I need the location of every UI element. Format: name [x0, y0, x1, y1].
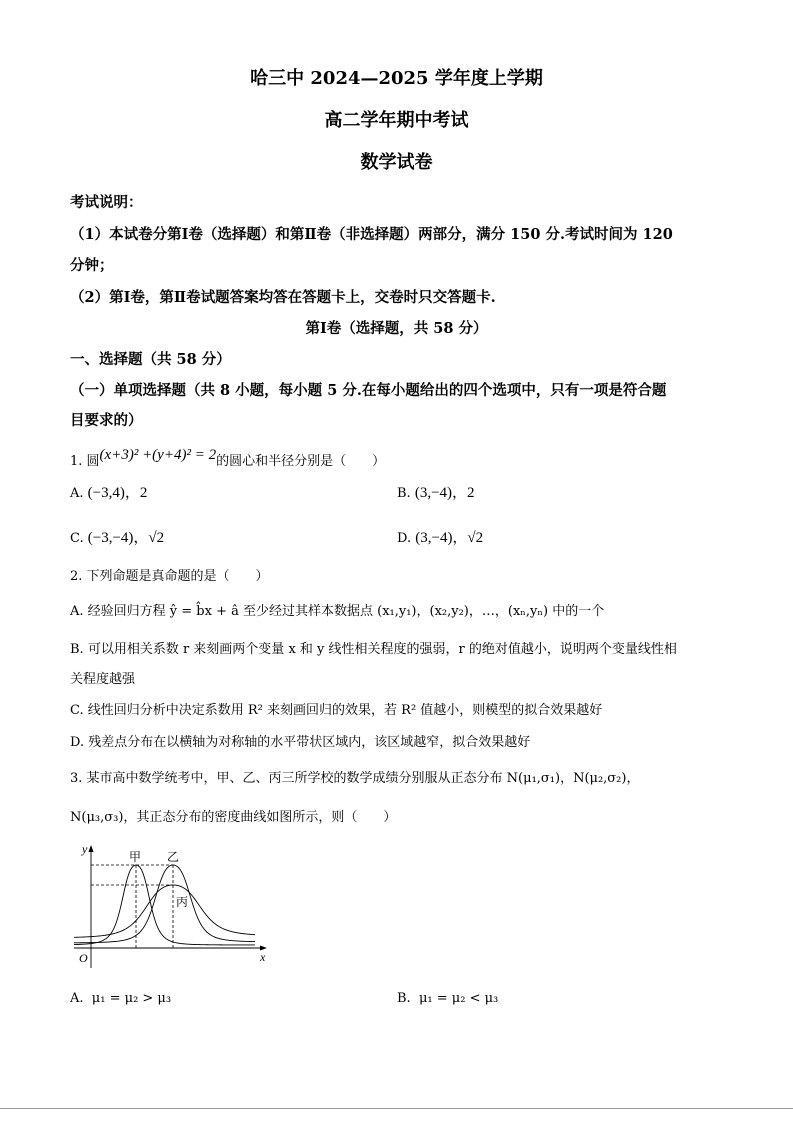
q1-option-b [397, 481, 475, 502]
q1-prefix: 1. 圆 [70, 454, 100, 469]
page-bottom-border [0, 1108, 793, 1109]
question-3-stem-cont: N(μ₃,σ₃)，其正态分布的密度曲线如图所示，则（ ） [70, 810, 397, 825]
y-axis-label: y [82, 842, 88, 856]
part1-title: 第Ⅰ卷（选择题，共 58 分） [305, 320, 488, 337]
q1-suffix: 的圆心和半径分别是（ ） [216, 454, 386, 469]
option-label: D. [397, 531, 412, 546]
option-label: B. [70, 642, 84, 657]
curve-yi [74, 865, 255, 943]
option-text: 经验回归方程 ŷ = b̂x + â 至少经过其样本数据点 (x₁,y₁)，(x₂,y₂)，…，(xₙ,yₙ) 中的一个 [87, 604, 605, 619]
curve-bing [74, 885, 255, 937]
question-1-stem [70, 447, 386, 470]
school-term-title: 哈三中 2024—2025 学年度上学期 [250, 68, 543, 89]
option-label: A. [70, 991, 84, 1006]
q2-option-a [70, 600, 604, 619]
curve-label-bing: 丙 [176, 895, 189, 909]
q1-equation: (x+3)² +(y+4)² = 2 [99, 447, 217, 463]
curve-label-yi: 乙 [167, 850, 180, 864]
q3-option-b [397, 991, 498, 1006]
option-label: A. [70, 604, 84, 619]
option-text: μ₁ = μ₂ < μ₃ [418, 991, 499, 1006]
q2-option-b [70, 638, 677, 657]
question-2-stem: 2. 下列命题是真命题的是（ ） [70, 569, 269, 584]
option-text: (−3,4)，2 [87, 485, 148, 501]
y-axis-arrow-icon [89, 845, 94, 852]
question-3-stem: 3. 某市高中数学统考中，甲、乙、丙三所学校的数学成绩分别服从正态分布 N(μ₁,σ₁)，N(μ₂,σ₂)， [70, 771, 640, 786]
instruction-item-1-cont: 分钟； [70, 257, 114, 274]
q2-option-c [70, 699, 602, 718]
q1-option-a [70, 481, 147, 502]
x-axis-label: x [260, 950, 266, 964]
option-text: 线性回归分析中决定系数用 R² 来刻画回归的效果，若 R² 值越小，则模型的拟合效果越好 [87, 703, 603, 718]
option-text: 残差点分布在以横轴为对称轴的水平带状区域内，该区域越窄，拟合效果越好 [88, 735, 531, 750]
curve-jia [74, 865, 255, 945]
subsection-heading-cont: 目要求的） [70, 412, 143, 429]
option-text: (3,−4)，√2 [415, 530, 484, 546]
origin-label: O [79, 951, 88, 965]
instruction-item-1: （1）本试卷分第Ⅰ卷（选择题）和第Ⅱ卷（非选择题）两部分，满分 150 分.考试时间为 120 [70, 226, 673, 243]
q2-option-d [70, 731, 530, 750]
instructions-heading: 考试说明： [70, 194, 143, 211]
option-text: 可以用相关系数 r 来刻画两个变量 x 和 y 线性相关程度的强弱，r 的绝对值越小，说明两个变量线性相 [87, 642, 677, 657]
subject-title: 数学试卷 [360, 152, 433, 173]
option-label: C. [70, 531, 84, 546]
q1-option-c [70, 526, 164, 547]
option-text: μ₁ = μ₂ > μ₃ [91, 991, 172, 1006]
exam-name-title: 高二学年期中考试 [324, 110, 469, 131]
option-text: (−3,−4)，√2 [87, 530, 165, 546]
option-label: B. [397, 486, 411, 501]
section-heading: 一、选择题（共 58 分） [70, 351, 231, 368]
option-label: C. [70, 703, 84, 718]
option-label: D. [70, 735, 85, 750]
option-label: A. [70, 486, 84, 501]
q1-option-d [397, 526, 483, 547]
option-label: B. [397, 991, 411, 1006]
q3-option-a [70, 991, 171, 1006]
subsection-heading: （一）单项选择题（共 8 小题，每小题 5 分.在每小题给出的四个选项中，只有一项是符合题 [70, 382, 667, 399]
normal-density-figure [60, 835, 290, 970]
option-text: (3,−4)，2 [414, 485, 475, 501]
q2-option-b-cont: 关程度越强 [70, 672, 136, 687]
curve-label-jia: 甲 [129, 850, 142, 864]
instruction-item-2: （2）第Ⅰ卷，第Ⅱ卷试题答案均答在答题卡上，交卷时只交答题卡. [70, 289, 496, 306]
